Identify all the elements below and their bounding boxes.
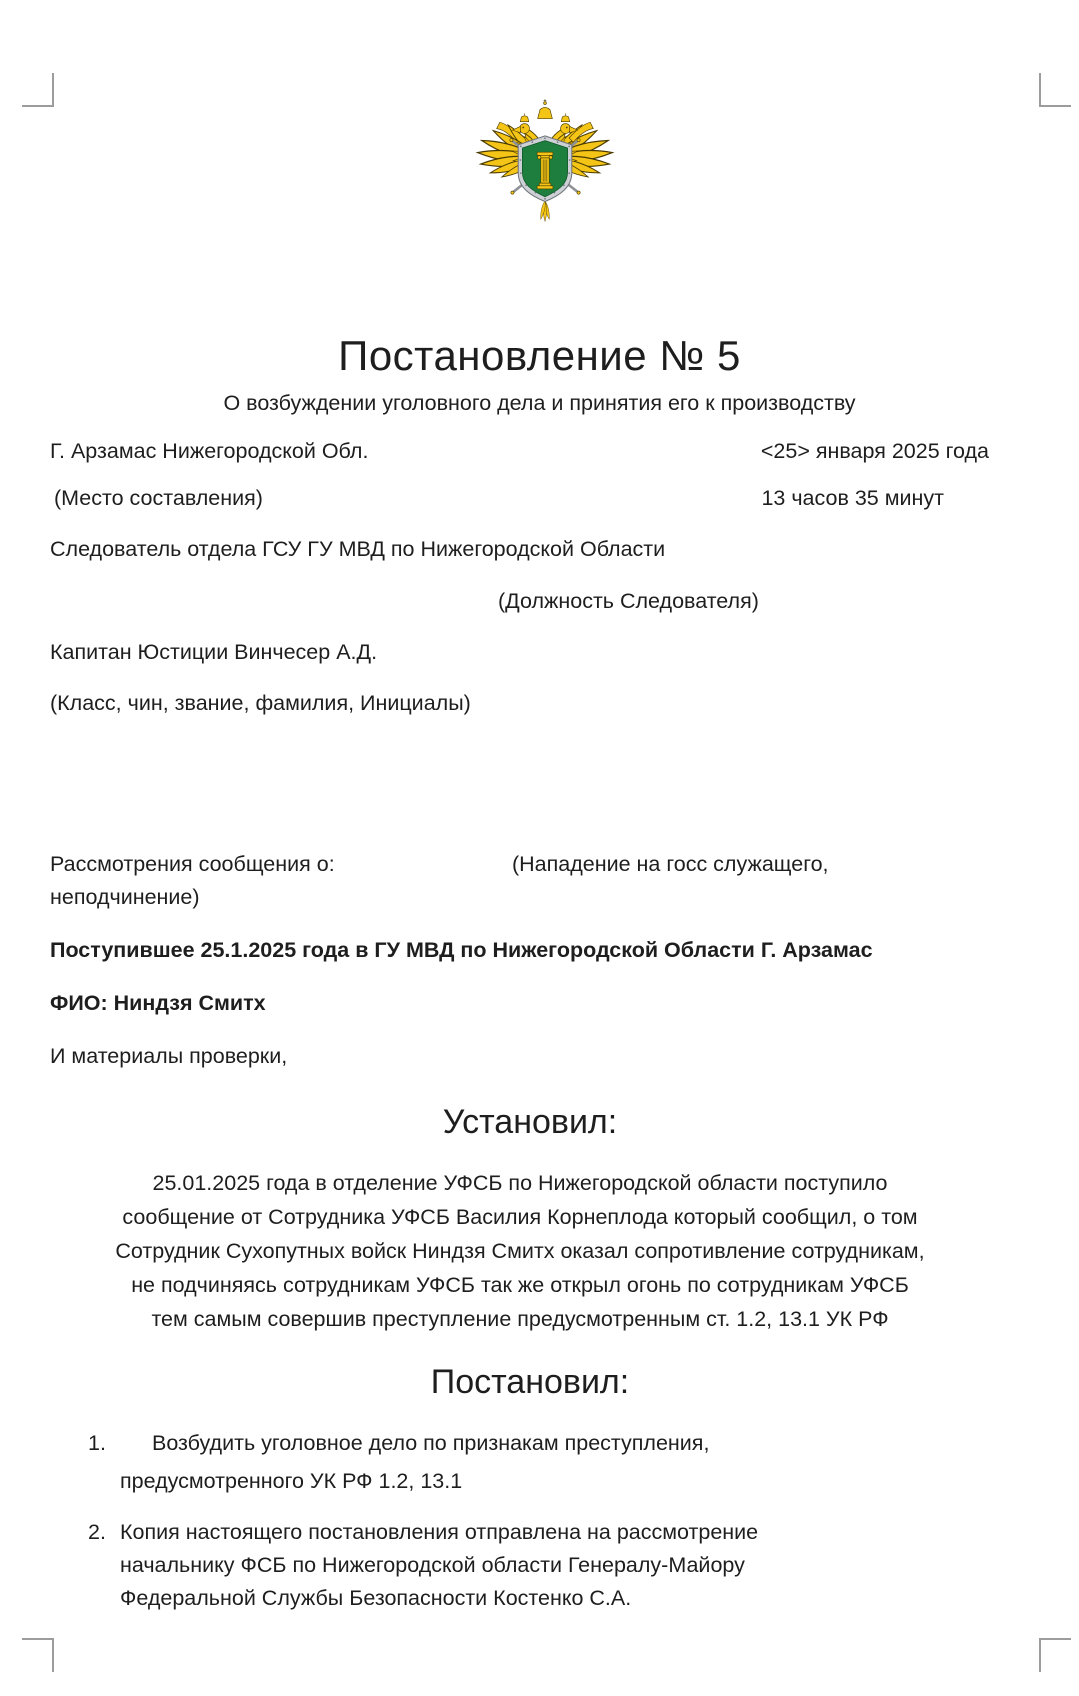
document-subtitle: О возбуждении уголовного дела и принятия его к производству — [223, 391, 856, 415]
resolved-heading: Постановил: — [430, 1363, 630, 1401]
rank-caption: (Класс, чин, звание, фамилия, Инициалы) — [50, 691, 471, 715]
investigator-caption: (Должность Следователя) — [498, 589, 759, 613]
item-line: предусмотренного УК РФ 1.2, 13.1 — [120, 1469, 463, 1493]
prosecutor-emblem — [465, 96, 625, 222]
report-value-line2: неподчинение) — [50, 885, 200, 909]
item-line: начальнику ФСБ по Нижегородской области Генералу-Майору — [120, 1553, 745, 1577]
date-text: <25> января 2025 года — [760, 439, 989, 463]
rank-line: Капитан Юстиции Винчесер А.Д. — [50, 640, 378, 664]
item-number: 1. — [88, 1431, 106, 1455]
crop-mark-top-right — [1039, 73, 1071, 107]
report-line-1 — [50, 848, 1029, 881]
document-title: Постановление № 5 — [338, 332, 741, 379]
established-line: тем самым совершив преступление предусмотренным ст. 1.2, 13.1 УК РФ — [151, 1307, 889, 1331]
item-number: 2. — [88, 1520, 106, 1544]
established-line: 25.01.2025 года в отделение УФСБ по Нижегородской области поступило — [152, 1171, 888, 1195]
place-text: Г. Арзамас Нижегородской Обл. — [50, 439, 369, 463]
place-date-row — [50, 436, 1029, 466]
crop-mark-bottom-left — [22, 1638, 54, 1672]
established-paragraph — [50, 1166, 990, 1336]
established-line: не подчиняясь сотрудникам УФСБ так же открыл огонь по сотрудникам УФСБ — [131, 1273, 909, 1297]
received-line: Поступившее 25.1.2025 года в ГУ МВД по Нижегородской Области Г. Арзамас — [50, 938, 873, 962]
person-line: ФИО: Ниндзя Смитх — [50, 991, 266, 1015]
materials-line: И материалы проверки, — [50, 1044, 288, 1068]
report-value-line1: (Нападение на госс служащего, — [512, 852, 829, 876]
crop-mark-top-left — [22, 73, 54, 107]
item-line: Возбудить уголовное дело по признакам преступления, — [152, 1431, 710, 1455]
place-caption-row — [50, 483, 1029, 513]
established-line: сообщение от Сотрудника УФСБ Василия Корнеплода который сообщил, о том — [122, 1205, 918, 1229]
double-headed-eagle-icon — [465, 96, 625, 222]
resolved-item-1 — [50, 1424, 1029, 1500]
investigator-line: Следователь отдела ГСУ ГУ МВД по Нижегородской Области — [50, 537, 666, 561]
item-line: Федеральной Службы Безопасности Костенко С.А. — [120, 1586, 632, 1610]
report-label: Рассмотрения сообщения о: — [50, 852, 335, 876]
established-line: Сотрудник Сухопутных войск Ниндзя Смитх оказал сопротивление сотрудникам, — [115, 1239, 925, 1263]
crop-mark-bottom-right — [1039, 1638, 1071, 1672]
established-heading: Установил: — [442, 1103, 618, 1141]
place-caption: (Место составления) — [54, 486, 263, 510]
time-text: 13 часов 35 минут — [761, 486, 944, 510]
report-block — [50, 848, 1029, 914]
resolved-item-2 — [50, 1516, 1029, 1615]
item-line: Копия настоящего постановления отправлена на рассмотрение — [120, 1520, 759, 1544]
